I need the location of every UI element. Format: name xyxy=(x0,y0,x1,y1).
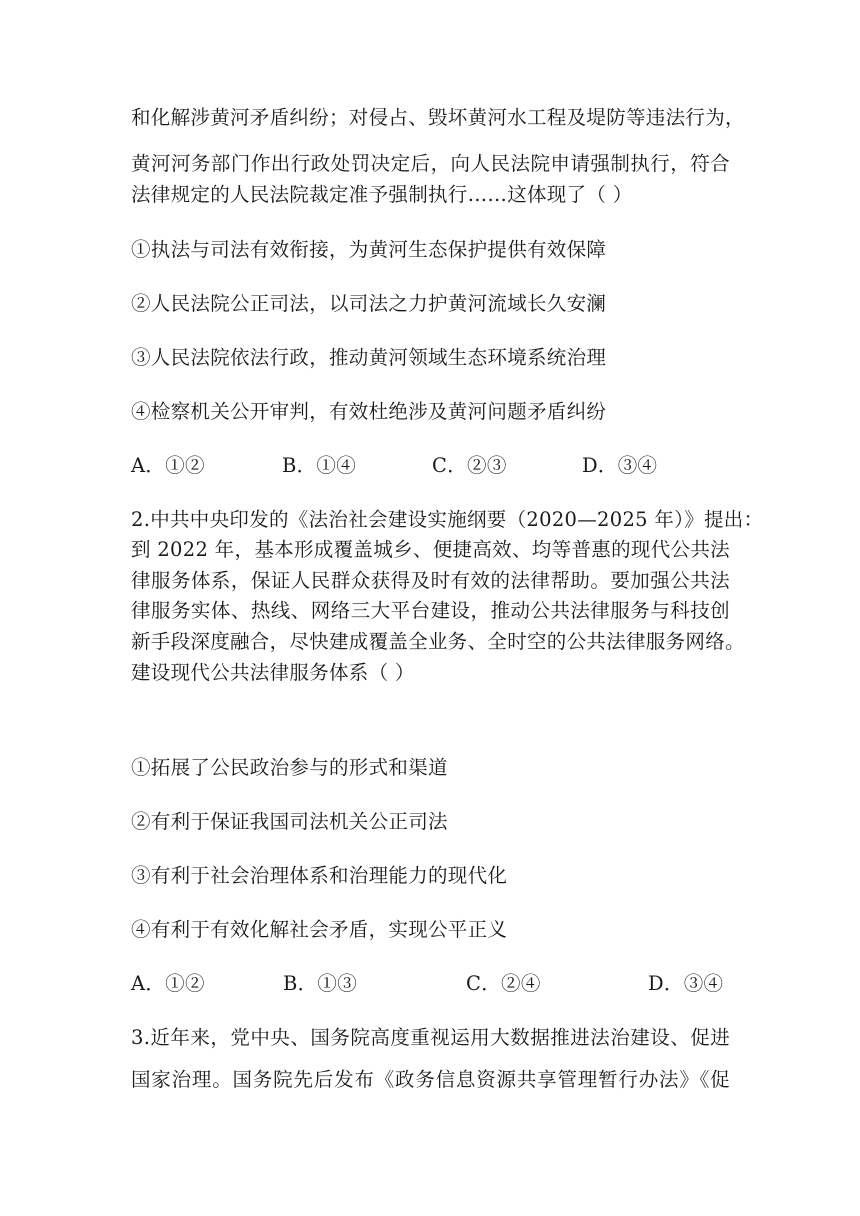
q2-option-b: B．①③ xyxy=(283,972,358,995)
q3-stem-line-2: 国家治理。国务院先后发布《政务信息资源共享管理暂行办法》《促 xyxy=(131,1068,730,1091)
q1-option-b: B．①④ xyxy=(282,454,357,477)
q1-stem-line-3: 法律规定的人民法院裁定准予强制执行……这体现了（ ） xyxy=(131,183,633,206)
q2-option-a: A．①② xyxy=(131,972,205,995)
q2-statement-4: ④有利于有效化解社会矛盾，实现公平正义 xyxy=(131,918,508,941)
q1-option-c: C．②③ xyxy=(432,454,507,477)
q2-stem-line-5: 新手段深度融合，尽快建成覆盖全业务、全时空的公共法律服务网络。 xyxy=(131,630,745,653)
q1-stem-line-1: 和化解涉黄河矛盾纠纷；对侵占、毁坏黄河水工程及堤防等违法行为， xyxy=(131,106,745,129)
q1-option-d: D．③④ xyxy=(582,454,658,477)
q2-option-c: C．②④ xyxy=(466,972,541,995)
q2-statement-3: ③有利于社会治理体系和治理能力的现代化 xyxy=(131,864,508,887)
q1-statement-2: ②人民法院公正司法，以司法之力护黄河流域长久安澜 xyxy=(131,292,607,315)
q2-stem-line-3: 律服务体系，保证人民群众获得及时有效的法律帮助。要加强公共法 xyxy=(131,569,730,592)
q1-stem-line-2: 黄河河务部门作出行政处罚决定后，向人民法院申请强制执行，符合 xyxy=(131,152,730,175)
q1-statement-3: ③人民法院依法行政，推动黄河领域生态环境系统治理 xyxy=(131,346,607,369)
q2-stem-line-2: 到 2022 年，基本形成覆盖城乡、便捷高效、均等普惠的现代公共法 xyxy=(131,538,730,561)
q2-statement-2: ②有利于保证我国司法机关公正司法 xyxy=(131,810,448,833)
q2-option-d: D．③④ xyxy=(648,972,724,995)
q1-statement-1: ①执法与司法有效衔接，为黄河生态保护提供有效保障 xyxy=(131,238,607,261)
q2-stem-line-6: 建设现代公共法律服务体系（ ） xyxy=(131,661,415,684)
q1-option-a: A．①② xyxy=(131,454,205,477)
q2-stem-line-1: 2.中共中央印发的《法治社会建设实施纲要（2020—2025 年）》提出： xyxy=(131,508,764,531)
q1-statement-4: ④检察机关公开审判，有效杜绝涉及黄河问题矛盾纠纷 xyxy=(131,400,607,423)
q2-stem-line-4: 律服务实体、热线、网络三大平台建设，推动公共法律服务与科技创 xyxy=(131,599,730,622)
q3-stem-line-1: 3.近年来，党中央、国务院高度重视运用大数据推进法治建设、促进 xyxy=(131,1026,730,1049)
q2-statement-1: ①拓展了公民政治参与的形式和渠道 xyxy=(131,756,448,779)
